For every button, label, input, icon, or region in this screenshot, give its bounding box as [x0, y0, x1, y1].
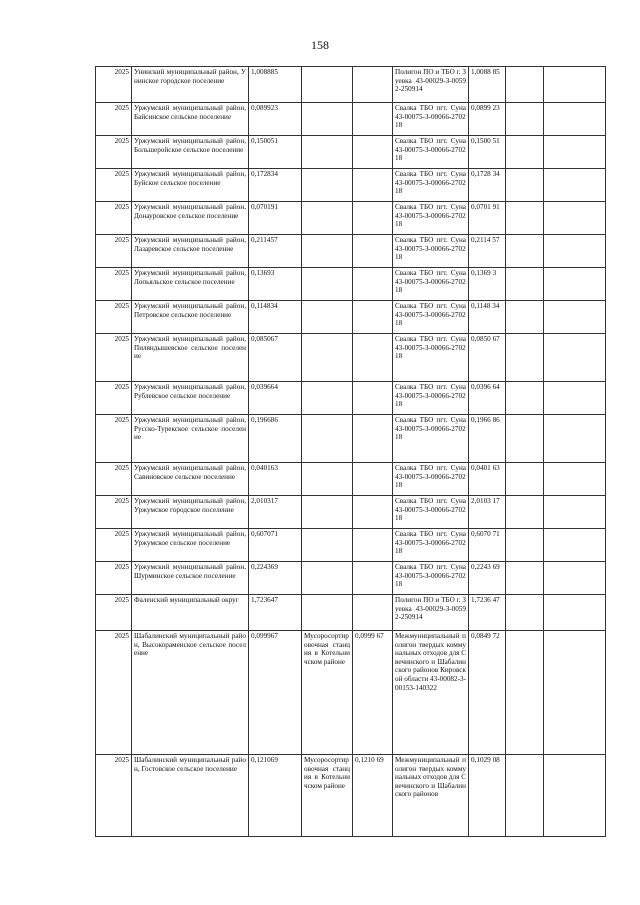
processing-facility-cell — [302, 235, 353, 268]
processing-facility-cell — [302, 67, 353, 103]
municipality-cell: Уржумский муниципальный район, Петровское сельское поселение — [132, 301, 249, 334]
table-row — [96, 301, 606, 334]
volume-cell: 0,085067 — [249, 334, 302, 382]
volume-cell: 0,121069 — [249, 755, 302, 837]
empty-cell — [544, 169, 606, 202]
disposal-facility-cell: Свалка ТБО пгт. Суна 43-00075-З-00066-270218 — [393, 463, 469, 496]
disposal-volume-cell: 1,7236 47 — [469, 595, 506, 631]
disposal-volume-cell: 0,1148 34 — [469, 301, 506, 334]
disposal-volume-cell: 0,0396 64 — [469, 382, 506, 415]
processed-volume-cell — [353, 496, 393, 529]
empty-cell — [544, 136, 606, 169]
empty-cell — [506, 169, 544, 202]
empty-cell — [544, 334, 606, 382]
year-cell: 2025 — [96, 169, 132, 202]
municipality-cell: Уржумский муниципальный район, Савиновское сельское поселение — [132, 463, 249, 496]
municipality-cell: Уржумский муниципальный район, Большеройское сельское поселение — [132, 136, 249, 169]
volume-cell: 0,070191 — [249, 202, 302, 235]
year-cell: 2025 — [96, 496, 132, 529]
disposal-facility-cell: Свалка ТБО пгт. Суна 43-00075-З-00066-270218 — [393, 496, 469, 529]
disposal-facility-cell: Свалка ТБО пгт. Суна 43-00075-З-00066-270218 — [393, 103, 469, 136]
municipality-cell: Уржумский муниципальный район, Шурминское сельское поселение — [132, 562, 249, 595]
empty-cell — [506, 136, 544, 169]
processing-facility-cell: Мусоросортировочная станция в Котельничском районе — [302, 631, 353, 755]
processing-facility-cell: Мусоросортировочная станция в Котельничском районе — [302, 755, 353, 837]
table-row — [96, 562, 606, 595]
disposal-volume-cell: 0,2114 57 — [469, 235, 506, 268]
year-cell: 2025 — [96, 562, 132, 595]
volume-cell: 1,723647 — [249, 595, 302, 631]
volume-cell: 0,196686 — [249, 415, 302, 463]
processed-volume-cell — [353, 595, 393, 631]
volume-cell: 0,039664 — [249, 382, 302, 415]
municipality-cell: Уржумский муниципальный район, Русско-Турекское сельское поселение — [132, 415, 249, 463]
empty-cell — [544, 415, 606, 463]
year-cell: 2025 — [96, 415, 132, 463]
empty-cell — [506, 334, 544, 382]
processed-volume-cell — [353, 415, 393, 463]
volume-cell: 0,089923 — [249, 103, 302, 136]
waste-allocation-table — [95, 66, 606, 837]
disposal-facility-cell: Свалка ТБО пгт. Суна 43-00075-З-00066-270218 — [393, 529, 469, 562]
empty-cell — [544, 595, 606, 631]
processed-volume-cell — [353, 136, 393, 169]
empty-cell — [544, 202, 606, 235]
processed-volume-cell — [353, 268, 393, 301]
volume-cell: 0,224369 — [249, 562, 302, 595]
municipality-cell: Уржумский муниципальный район, Буйское сельское поселение — [132, 169, 249, 202]
empty-cell — [506, 235, 544, 268]
empty-cell — [506, 595, 544, 631]
empty-cell — [506, 382, 544, 415]
year-cell: 2025 — [96, 631, 132, 755]
disposal-volume-cell: 0,6070 71 — [469, 529, 506, 562]
disposal-facility-cell: Свалка ТБО пгт. Суна 43-00075-З-00066-270218 — [393, 382, 469, 415]
processed-volume-cell: 0,1210 69 — [353, 755, 393, 837]
processed-volume-cell — [353, 169, 393, 202]
municipality-cell: Уржумский муниципальный район, Пиляндышевское сельское поселение — [132, 334, 249, 382]
processing-facility-cell — [302, 103, 353, 136]
disposal-facility-cell: Свалка ТБО пгт. Суна 43-00075-З-00066-270218 — [393, 415, 469, 463]
municipality-cell: Уржумский муниципальный район, Уржумское сельское поселение — [132, 529, 249, 562]
processed-volume-cell — [353, 103, 393, 136]
disposal-volume-cell: 0,0401 63 — [469, 463, 506, 496]
empty-cell — [544, 496, 606, 529]
disposal-facility-cell: Свалка ТБО пгт. Суна 43-00075-З-00066-270218 — [393, 235, 469, 268]
disposal-volume-cell: 0,1029 08 — [469, 755, 506, 837]
disposal-facility-cell: Свалка ТБО пгт. Суна 43-00075-З-00066-270218 — [393, 268, 469, 301]
processed-volume-cell — [353, 301, 393, 334]
empty-cell — [506, 562, 544, 595]
volume-cell: 1,008885 — [249, 67, 302, 103]
processing-facility-cell — [302, 136, 353, 169]
year-cell: 2025 — [96, 103, 132, 136]
municipality-cell: Уржумский муниципальный район, Рублевское сельское поселение — [132, 382, 249, 415]
empty-cell — [544, 755, 606, 837]
empty-cell — [506, 631, 544, 755]
disposal-facility-cell: Свалка ТБО пгт. Суна 43-00075-З-00066-270218 — [393, 301, 469, 334]
empty-cell — [506, 529, 544, 562]
processing-facility-cell — [302, 382, 353, 415]
empty-cell — [506, 496, 544, 529]
municipality-cell: Уржумский муниципальный район, Лопьяльское сельское поселение — [132, 268, 249, 301]
disposal-volume-cell: 0,0899 23 — [469, 103, 506, 136]
municipality-cell: Уржумский муниципальный район, Байсинское сельское поселение — [132, 103, 249, 136]
empty-cell — [506, 103, 544, 136]
empty-cell — [544, 463, 606, 496]
table-row — [96, 334, 606, 382]
volume-cell: 0,211457 — [249, 235, 302, 268]
year-cell: 2025 — [96, 268, 132, 301]
disposal-volume-cell: 0,1966 86 — [469, 415, 506, 463]
table-row — [96, 103, 606, 136]
municipality-cell: Уржумский муниципальный район, Лазаревское сельское поселение — [132, 235, 249, 268]
processing-facility-cell — [302, 595, 353, 631]
processing-facility-cell — [302, 334, 353, 382]
municipality-cell: Унинский муниципальный район, Унинское городское поселение — [132, 67, 249, 103]
year-cell: 2025 — [96, 755, 132, 837]
volume-cell: 0,150051 — [249, 136, 302, 169]
processed-volume-cell — [353, 463, 393, 496]
empty-cell — [506, 415, 544, 463]
processed-volume-cell — [353, 67, 393, 103]
empty-cell — [506, 755, 544, 837]
disposal-volume-cell: 0,0849 72 — [469, 631, 506, 755]
processed-volume-cell — [353, 202, 393, 235]
table-row — [96, 235, 606, 268]
disposal-volume-cell: 0,0850 67 — [469, 334, 506, 382]
disposal-facility-cell: Свалка ТБО пгт. Суна 43-00075-З-00066-270218 — [393, 562, 469, 595]
municipality-cell: Шабалинский муниципальный район, Гостовское сельское поселение — [132, 755, 249, 837]
processed-volume-cell — [353, 334, 393, 382]
disposal-volume-cell: 2,0103 17 — [469, 496, 506, 529]
table-row — [96, 136, 606, 169]
table-row — [96, 415, 606, 463]
empty-cell — [544, 103, 606, 136]
processed-volume-cell — [353, 562, 393, 595]
disposal-facility-cell: Свалка ТБО пгт. Суна 43-00075-З-00066-270218 — [393, 202, 469, 235]
processing-facility-cell — [302, 301, 353, 334]
disposal-volume-cell: 0,0701 91 — [469, 202, 506, 235]
disposal-volume-cell: 0,1369 3 — [469, 268, 506, 301]
processing-facility-cell — [302, 415, 353, 463]
processing-facility-cell — [302, 169, 353, 202]
volume-cell: 0,607071 — [249, 529, 302, 562]
processing-facility-cell — [302, 529, 353, 562]
year-cell: 2025 — [96, 202, 132, 235]
year-cell: 2025 — [96, 301, 132, 334]
empty-cell — [506, 301, 544, 334]
volume-cell: 0,099967 — [249, 631, 302, 755]
processing-facility-cell — [302, 268, 353, 301]
empty-cell — [544, 529, 606, 562]
year-cell: 2025 — [96, 529, 132, 562]
year-cell: 2025 — [96, 334, 132, 382]
volume-cell: 0,040163 — [249, 463, 302, 496]
table-row — [96, 463, 606, 496]
disposal-volume-cell: 0,1500 51 — [469, 136, 506, 169]
empty-cell — [544, 67, 606, 103]
table-row — [96, 202, 606, 235]
disposal-facility-cell: Свалка ТБО пгт. Суна 43-00075-З-00066-270218 — [393, 169, 469, 202]
table-row — [96, 67, 606, 103]
empty-cell — [544, 382, 606, 415]
processing-facility-cell — [302, 496, 353, 529]
processed-volume-cell — [353, 529, 393, 562]
year-cell: 2025 — [96, 67, 132, 103]
disposal-volume-cell: 1,0088 85 — [469, 67, 506, 103]
disposal-volume-cell: 0,1728 34 — [469, 169, 506, 202]
municipality-cell: Фаленский муниципальный округ — [132, 595, 249, 631]
empty-cell — [506, 67, 544, 103]
processed-volume-cell — [353, 382, 393, 415]
municipality-cell: Уржумский муниципальный район, Уржумское городское поселение — [132, 496, 249, 529]
empty-cell — [506, 463, 544, 496]
disposal-volume-cell: 0,2243 69 — [469, 562, 506, 595]
empty-cell — [506, 202, 544, 235]
processing-facility-cell — [302, 562, 353, 595]
empty-cell — [506, 268, 544, 301]
empty-cell — [544, 235, 606, 268]
table-row — [96, 169, 606, 202]
disposal-facility-cell: Полигон ПО и ТБО г. Зуевка 43-00029-З-00592-250914 — [393, 595, 469, 631]
processed-volume-cell: 0,0999 67 — [353, 631, 393, 755]
volume-cell: 0,13693 — [249, 268, 302, 301]
year-cell: 2025 — [96, 136, 132, 169]
volume-cell: 0,172834 — [249, 169, 302, 202]
year-cell: 2025 — [96, 463, 132, 496]
processing-facility-cell — [302, 463, 353, 496]
disposal-facility-cell: Полигон ПО и ТБО г. Зуевка 43-00029-З-00592-250914 — [393, 67, 469, 103]
year-cell: 2025 — [96, 382, 132, 415]
processing-facility-cell — [302, 202, 353, 235]
volume-cell: 2,010317 — [249, 496, 302, 529]
table-row — [96, 382, 606, 415]
empty-cell — [544, 301, 606, 334]
disposal-facility-cell: Свалка ТБО пгт. Суна 43-00075-З-00066-270218 — [393, 334, 469, 382]
processed-volume-cell — [353, 235, 393, 268]
table-row — [96, 496, 606, 529]
page-number: 158 — [311, 38, 329, 52]
empty-cell — [544, 631, 606, 755]
table-row — [96, 631, 606, 755]
table-row — [96, 268, 606, 301]
disposal-facility-cell: Межмуниципальный полигон твердых коммунальных отходов для Свечинского и Шабалинского районов Кировской области 43-00082-З-00153-140322 — [393, 631, 469, 755]
volume-cell: 0,114834 — [249, 301, 302, 334]
table-body — [96, 67, 606, 837]
year-cell: 2025 — [96, 595, 132, 631]
disposal-facility-cell: Межмуниципальный полигон твердых коммунальных отходов для Свечинского и Шабалинского районов — [393, 755, 469, 837]
year-cell: 2025 — [96, 235, 132, 268]
table-row — [96, 595, 606, 631]
empty-cell — [544, 562, 606, 595]
municipality-cell: Шабалинский муниципальный район, Высокораменское сельское поселение — [132, 631, 249, 755]
table-row — [96, 529, 606, 562]
disposal-facility-cell: Свалка ТБО пгт. Суна 43-00075-З-00066-270218 — [393, 136, 469, 169]
table-row — [96, 755, 606, 837]
municipality-cell: Уржумский муниципальный район, Донауровское сельское поселение — [132, 202, 249, 235]
empty-cell — [544, 268, 606, 301]
